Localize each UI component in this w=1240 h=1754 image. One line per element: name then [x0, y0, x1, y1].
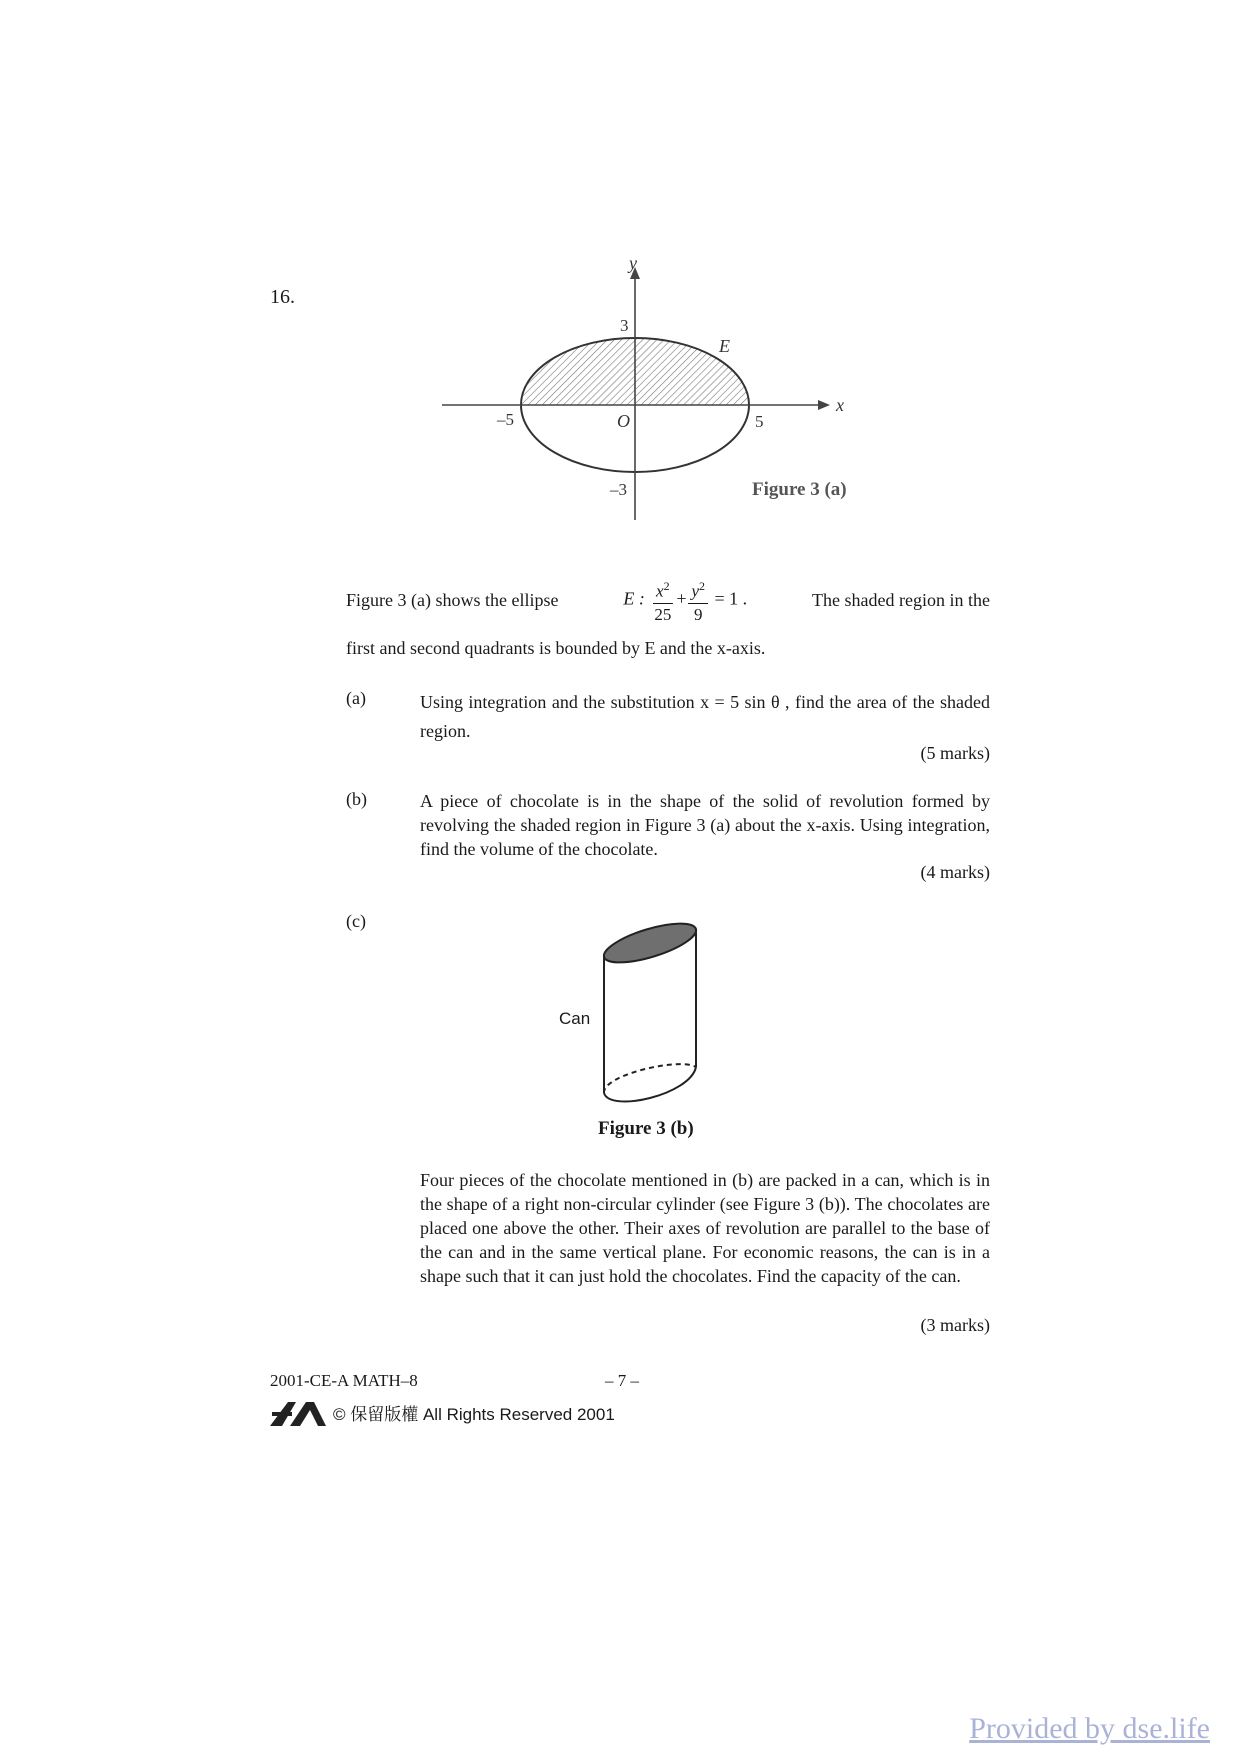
eq-frac2	[688, 575, 708, 626]
intro-paragraph	[346, 575, 990, 660]
part-b-marks: (4 marks)	[920, 862, 990, 882]
figure-3b	[550, 915, 730, 1145]
intro-part1: Figure 3 (a) shows the ellipse	[346, 590, 559, 611]
eq-frac1-exp: 2	[663, 579, 670, 593]
tick-x-neg: –5	[497, 410, 514, 429]
intro-part2: The shaded region in the	[812, 590, 990, 611]
x-axis-arrow	[818, 400, 830, 410]
tick-y-pos: 3	[620, 316, 629, 335]
eq-frac2-num: y	[691, 581, 700, 601]
part-a-label: (a)	[346, 688, 366, 708]
part-c-label: (c)	[346, 911, 366, 931]
can-bottom-front	[604, 1067, 696, 1101]
ellipse-label: E	[719, 336, 730, 356]
rights-notice: © 保留版權 All Rights Reserved 2001	[333, 1405, 615, 1424]
tick-x-pos: 5	[755, 412, 764, 431]
figure-3a	[430, 255, 890, 525]
part-b-text: A piece of chocolate is in the shape of the solid of revolution formed by revolving the shaded region in Figure 3 (a) about the x-axis. Using integration, find the volume of the chocolate.	[420, 791, 990, 859]
can-bottom-back	[604, 1064, 696, 1093]
intro-line2: first and second quadrants is bounded by E and the x-axis.	[346, 637, 766, 658]
part-b-label: (b)	[346, 789, 367, 809]
eq-frac2-den: 9	[694, 604, 703, 624]
tick-y-neg: –3	[610, 480, 627, 499]
eq-frac1-num: x	[656, 581, 664, 601]
eq-rhs: = 1 .	[714, 588, 748, 609]
axis-label-x: x	[836, 395, 844, 415]
part-c-marks: (3 marks)	[920, 1315, 990, 1335]
axis-label-y: y	[629, 255, 637, 273]
origin-label: O	[617, 411, 630, 431]
eq-frac1-den: 25	[654, 604, 672, 624]
eq-frac1	[651, 575, 674, 626]
paper-code: 2001-CE-A MATH–8	[270, 1371, 418, 1390]
provided-by-link[interactable]: Provided by dse.life	[969, 1712, 1210, 1745]
page-number: – 7 –	[605, 1371, 639, 1390]
eq-lhs: E :	[623, 588, 645, 609]
eq-frac2-exp: 2	[699, 579, 706, 593]
part-a-text: Using integration and the substitution x = 5 sin θ , find the area of the shaded region.	[420, 692, 990, 741]
figure-3a-caption: Figure 3 (a)	[752, 479, 847, 500]
eq-plus: +	[676, 588, 687, 609]
hkeaa-logo	[268, 1398, 330, 1428]
ellipse-equation	[623, 575, 747, 626]
can-top	[600, 916, 700, 971]
part-a-marks: (5 marks)	[920, 743, 990, 763]
figure-3b-caption: Figure 3 (b)	[598, 1118, 694, 1139]
question-number: 16.	[270, 286, 295, 308]
can-label: Can	[559, 1009, 591, 1028]
part-c-text: Four pieces of the chocolate mentioned in (b) are packed in a can, which is in the shape of a right non-circular cylinder (see Figure 3 (b)). The chocolates are placed one above the other. Their axes of revolution are parallel to the base of the can and in the same vertical plane. For economic reasons, the can is in a shape such that it can just hold the chocolates. Find the capacity of the can.	[420, 1170, 990, 1286]
